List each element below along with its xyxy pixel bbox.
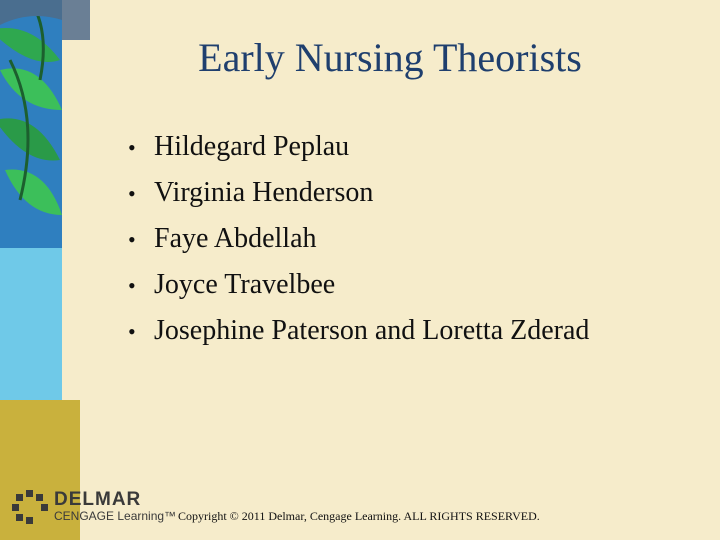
slide-title: Early Nursing Theorists [198, 35, 582, 80]
list-item-text: Hildegard Peplau [154, 131, 350, 162]
decorative-cyan-block [0, 248, 62, 400]
list-item-text: Josephine Paterson and Loretta Zderad [154, 315, 590, 346]
delmar-cengage-logo [10, 488, 180, 528]
list-item [128, 308, 589, 354]
brand-name: DELMAR [54, 489, 142, 510]
list-item-text: Virginia Henderson [154, 177, 374, 208]
bullet-icon: • [128, 273, 136, 298]
list-item-text: Joyce Travelbee [154, 269, 336, 300]
cengage-logo-icon [12, 490, 48, 524]
decorative-top-bar [62, 0, 90, 40]
brand-subtitle: CENGAGE Learning™ [54, 509, 177, 523]
list-item [128, 216, 589, 262]
theorist-list [128, 124, 589, 354]
list-item [128, 124, 589, 170]
bullet-icon: • [128, 319, 136, 344]
bullet-icon: • [128, 135, 136, 160]
bullet-icon: • [128, 227, 136, 252]
decorative-leaf-art [0, 0, 62, 248]
list-item-text: Faye Abdellah [154, 223, 317, 254]
copyright-notice: Copyright © 2011 Delmar, Cengage Learning. ALL RIGHTS RESERVED. [178, 509, 540, 523]
list-item [128, 170, 589, 216]
list-item [128, 262, 589, 308]
bullet-icon: • [128, 181, 136, 206]
